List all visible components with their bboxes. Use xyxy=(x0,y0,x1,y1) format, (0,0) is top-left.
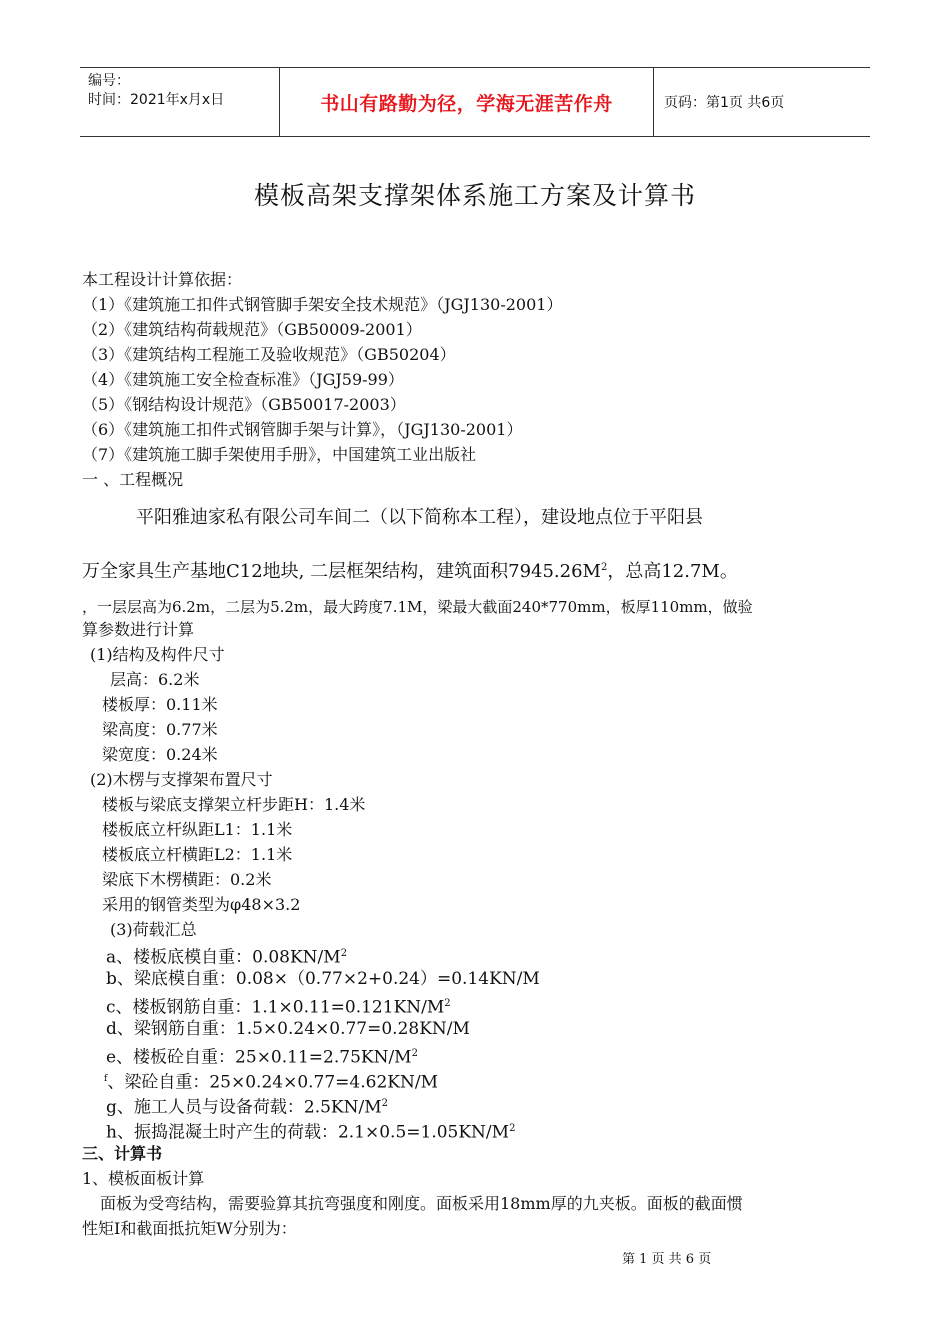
layout-item: 楼板与梁底支撑架立杆步距H：1.4米 xyxy=(102,795,366,814)
header-motto: 书山有路勤为径，学海无涯苦作舟 xyxy=(280,68,654,136)
structure-item: 梁宽度：0.24米 xyxy=(102,745,218,764)
basis-item: （3）《建筑结构工程施工及验收规范》（GB50204） xyxy=(82,345,456,364)
load-item: a、楼板底模自重：$0.08KN/M^2$ xyxy=(106,947,348,968)
load-item: c、楼板钢筋自重：$1.1\times 0.11=0.121KN/M^2$ xyxy=(106,997,451,1018)
layout-heading: (2)木楞与支撑架布置尺寸 xyxy=(90,770,273,789)
document-number-label: 编号： xyxy=(88,73,130,89)
document-time-label: 时间：2021年x月x日 xyxy=(88,92,225,108)
load-item: d、梁钢筋自重：1.5×0.24×0.77=0.28KN/M xyxy=(106,1019,470,1039)
structure-item: 梁高度：0.77米 xyxy=(102,720,218,739)
layout-item: 楼板底立杆横距L2：1.1米 xyxy=(102,845,293,864)
header-meta xyxy=(80,68,280,136)
page-footer: 第 1 页 共 6 页 xyxy=(622,1252,712,1267)
calc-heading: 三、计算书 xyxy=(82,1144,163,1163)
layout-item: 采用的钢管类型为φ48×3.2 xyxy=(102,895,301,914)
header-page-number: 页码：第1页 共6页 xyxy=(664,95,785,111)
calc-paragraph: 面板为受弯结构，需要验算其抗弯强度和刚度。面板采用18mm厚的九夹板。面板的截面惯 xyxy=(100,1194,743,1213)
layout-item: 楼板底立杆纵距L1：1.1米 xyxy=(102,820,293,839)
structure-item: 楼板厚：0.11米 xyxy=(102,695,218,714)
document-title: 模板高架支撑架体系施工方案及计算书 xyxy=(253,181,696,210)
page-header xyxy=(80,67,870,137)
load-item: h、振捣混凝土时产生的荷载：$2.1\times 0.5=1.05KN/M^2$ xyxy=(106,1122,516,1143)
overview-heading: 一 、工程概况 xyxy=(82,470,184,489)
load-item: g、施工人员与设备荷载：$2.5KN/M^2$ xyxy=(106,1097,389,1118)
basis-item: （2）《建筑结构荷载规范》（GB50009-2001） xyxy=(82,320,422,339)
overview-paragraph: ，一层层高为6.2m，二层为5.2m，最大跨度7.1M，梁最大截面240*770mm，板厚110mm，做验 xyxy=(82,598,753,616)
load-item: e、楼板砼自重：$25\times 0.11=2.75KN/M^2$ xyxy=(106,1047,418,1068)
layout-item: 梁底下木楞横距：0.2米 xyxy=(102,870,272,889)
loads-heading: (3)荷载汇总 xyxy=(110,920,197,939)
load-item: $^f$、梁砼自重：25×0.24×0.77=4.62KN/M xyxy=(104,1072,438,1093)
overview-paragraph: 万全家具生产基地C12地块, 二层框架结构，建筑面积$7945.26M^2$，总高12.7M。 xyxy=(82,561,738,582)
structure-heading: (1)结构及构件尺寸 xyxy=(90,645,225,664)
overview-paragraph: 平阳雅迪家私有限公司车间二（以下简称本工程），建设地点位于平阳县 xyxy=(136,507,703,528)
basis-item: （4）《建筑施工安全检查标准》（JGJ59-99） xyxy=(82,370,404,389)
calc-subheading: 1、模板面板计算 xyxy=(82,1169,205,1188)
basis-item: （1）《建筑施工扣件式钢管脚手架安全技术规范》（JGJ130-2001） xyxy=(82,295,563,314)
overview-paragraph: 算参数进行计算 xyxy=(82,620,195,639)
load-item: b、梁底模自重：0.08×（0.77×2+0.24）=0.14KN/M xyxy=(106,969,540,989)
basis-item: （5）《钢结构设计规范》（GB50017-2003） xyxy=(82,395,406,414)
basis-heading: 本工程设计计算依据： xyxy=(82,270,243,289)
calc-paragraph: 性矩I和截面抵抗矩W分别为： xyxy=(82,1219,297,1238)
structure-item: 层高：6.2米 xyxy=(110,670,200,689)
basis-item: （6）《建筑施工扣件式钢管脚手架与计算》，（JGJ130-2001） xyxy=(82,420,523,439)
basis-item: （7）《建筑施工脚手架使用手册》，中国建筑工业出版社 xyxy=(82,445,477,464)
